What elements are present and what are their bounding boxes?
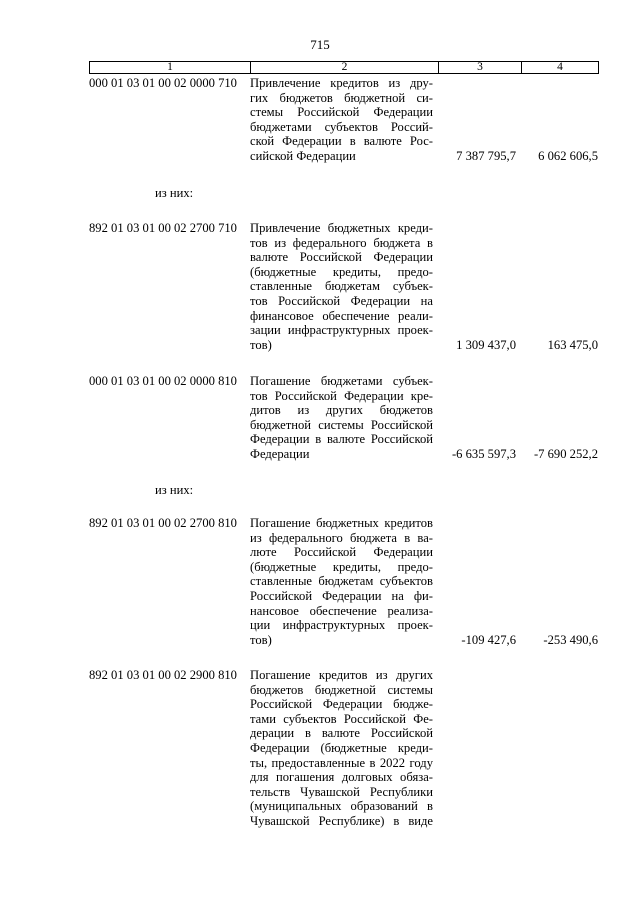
description-line: нансовое обеспечение реализа-: [250, 603, 433, 618]
description-line: дитов из других бюджетов: [250, 403, 433, 418]
description-line: ской Федерации в валюте Рос-: [250, 134, 433, 149]
description-line: Федерации (бюджетные креди-: [250, 740, 433, 755]
row-description: [250, 76, 433, 164]
description-line: тов): [250, 337, 272, 352]
description-line: гих бюджетов бюджетной си-: [250, 90, 433, 105]
description-line: бюджетами субъектов Россий-: [250, 119, 433, 134]
description-line: финансовое обеспечение реали-: [250, 308, 433, 323]
value-col3: 7 387 795,7: [456, 149, 516, 163]
description-line: (бюджетные кредиты, предо-: [250, 559, 433, 574]
description-line: зации инфраструктурных проек-: [250, 323, 433, 338]
description-line: ставленные бюджетам субъек-: [250, 279, 433, 294]
value-col3: -109 427,6: [461, 633, 516, 647]
description-line: дерации в валюте Российской: [250, 726, 433, 741]
budget-code: 892 01 03 01 00 02 2700 810: [89, 516, 237, 530]
column-header-4: 4: [557, 61, 563, 73]
description-line: Чувашской Республике) в виде: [250, 813, 433, 828]
description-line: Федерации в валюте Российской: [250, 432, 433, 447]
column-header-2: 2: [251, 62, 439, 73]
description-line: Российской Федерации бюдже-: [250, 697, 433, 712]
description-line: (бюджетные кредиты, предо-: [250, 264, 433, 279]
row-description: [250, 668, 433, 829]
description-line: тами субъектов Российской Фе-: [250, 711, 433, 726]
page-number: 715: [310, 37, 330, 52]
column-header-row: [89, 61, 599, 74]
row-description: [250, 516, 433, 647]
description-line: тов из федерального бюджета в: [250, 235, 433, 250]
description-line: Привлечение бюджетных креди-: [250, 221, 433, 235]
description-line: из федерального бюджета в ва-: [250, 530, 433, 545]
description-line: Погашение бюджетами субъек-: [250, 374, 433, 388]
value-col4: -7 690 252,2: [533, 447, 598, 461]
description-line: ставленные бюджетам субъектов: [250, 574, 433, 589]
description-line: Привлечение кредитов из дру-: [250, 76, 433, 90]
description-line: Погашение кредитов из других: [250, 668, 433, 682]
budget-code: 000 01 03 01 00 02 0000 810: [89, 374, 237, 388]
value-col3: -6 635 597,3: [451, 447, 516, 461]
description-line: валюте Российской Федерации: [250, 250, 433, 265]
description-line: Федерации: [250, 446, 310, 461]
description-line: бюджетной системы Российской: [250, 417, 433, 432]
description-line: тов): [250, 632, 272, 647]
description-line: бюджетов бюджетной системы: [250, 682, 433, 697]
subheader-iz-nih: из них:: [155, 483, 194, 497]
description-line: люте Российской Федерации: [250, 545, 433, 560]
row-description: [250, 221, 433, 352]
value-col4: 163 475,0: [547, 338, 598, 352]
row-description: [250, 374, 433, 462]
description-line: Погашение бюджетных кредитов: [250, 516, 433, 530]
description-line: для погашения долговых обяза-: [250, 770, 433, 785]
description-line: ты, предоставленные в 2022 году: [250, 755, 433, 770]
description-line: (муниципальных образований в: [250, 799, 433, 814]
value-col4: 6 062 606,5: [538, 149, 598, 163]
description-line: Российской Федерации на фи-: [250, 588, 433, 603]
column-header-3: 3: [439, 62, 522, 73]
description-line: сийской Федерации: [250, 148, 356, 163]
budget-code: 892 01 03 01 00 02 2900 810: [89, 668, 237, 682]
budget-code: 000 01 03 01 00 02 0000 710: [89, 76, 237, 90]
description-line: тельств Чувашской Республики: [250, 784, 433, 799]
budget-code: 892 01 03 01 00 02 2700 710: [89, 221, 237, 235]
subheader-iz-nih: из них:: [155, 186, 194, 200]
description-line: ции инфраструктурных проек-: [250, 618, 433, 633]
description-line: тов Российской Федерации на: [250, 293, 433, 308]
description-line: тов Российской Федерации кре-: [250, 388, 433, 403]
column-header-1: 1: [90, 62, 251, 73]
value-col3: 1 309 437,0: [456, 338, 516, 352]
value-col4: -253 490,6: [543, 633, 598, 647]
description-line: стемы Российской Федерации: [250, 105, 433, 120]
